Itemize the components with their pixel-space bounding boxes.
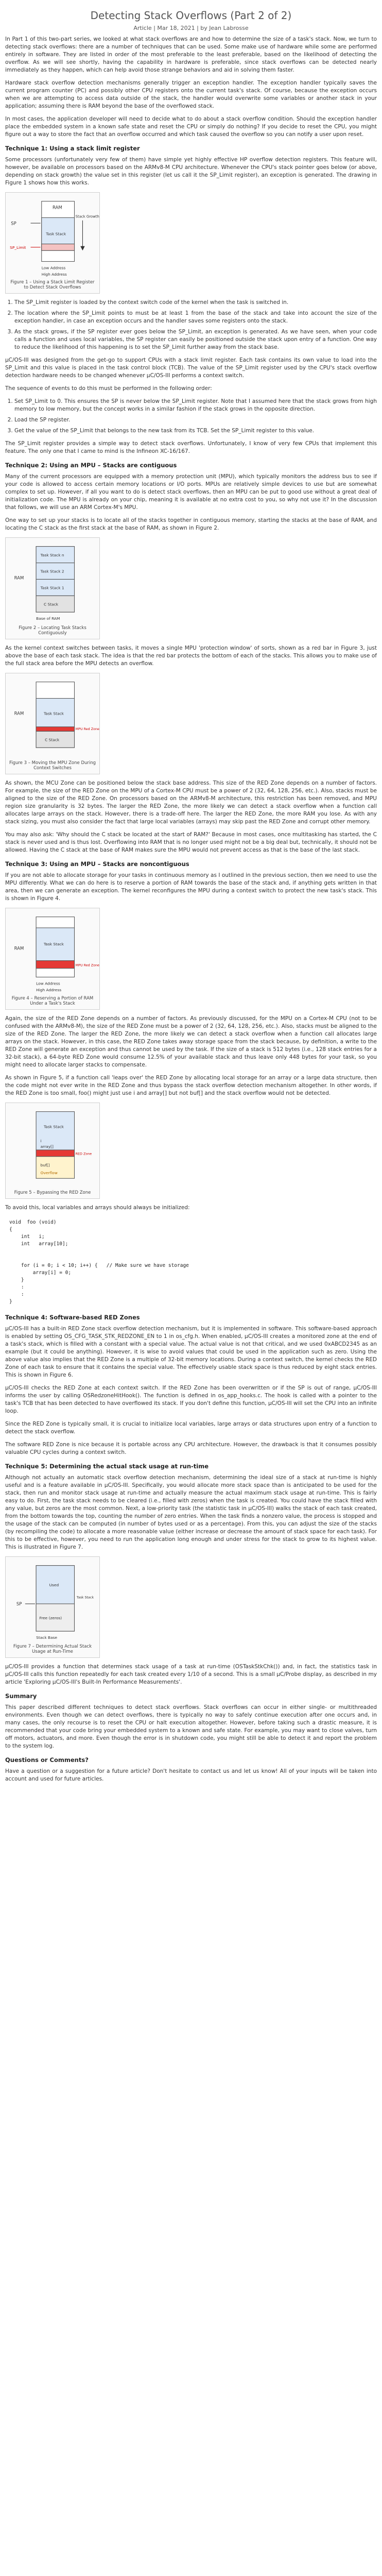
label-mpu-red-zone: MPU Red Zone xyxy=(75,726,99,731)
intro-paragraph-3: In most cases, the application developer will need to decide what to do about a stack overflow condition. Should the exception handler place the embedded system in a known safe state and reset the CPU or simply do nothing? If you decide to reset the CPU, you might figure out a way to store the fact that an overflow occurred and which task caused the overflow so you can notify a user upon reset. xyxy=(5,116,377,138)
figure-4-caption: Figure 4 – Reserving a Portion of RAM Under a Task's Stack xyxy=(11,995,94,1006)
technique-1-paragraph-d: The SP_Limit register provides a simple way to detect stack overflows. Unfortunately, I know of very few CPUs that implement this feature. The only one that I came to mind is the Infineon XC-16/167. xyxy=(5,440,377,455)
label-task-stack: Task Stack xyxy=(44,942,64,946)
technique-5-paragraph-b: µC/OS-III provides a function that determines stack usage of a task at run-time (OSTaskStkChk()) and, in fact, the statistics task in µC/OS-III calls this function repeatedly for each task created every 1/10 of a second. This is a small µC/Probe display, as described in my article 'Exploring µC/OS-III's Built-In Performance Measurements'. xyxy=(5,1664,377,1686)
intro-paragraph-2: Hardware stack overflow detection mechanisms generally trigger an exception handler. The exception handler typically saves the current program counter (PC) and possibly other CPU registers onto the current task's stack. Of course, because the exception occurs when we are attempting to access data outside of the stack, the handler would overwrite some variables or another stack in your application; assuming there is RAM beyond the base of the overflowed stack. xyxy=(5,80,377,109)
mpu-red-zone xyxy=(36,961,74,969)
heading-questions: Questions or Comments? xyxy=(5,1756,89,1764)
technique-4-paragraph-d: The software RED Zone is nice because it is portable across any CPU architecture. However, the drawback is that it consumes possibly valuable CPU cycles during a context switch. xyxy=(5,1441,377,1455)
technique-1-paragraph-a: Some processors (unfortunately very few of them) have simple yet highly effective HP overflow detection registers. This feature will, however, be available on processors based on the ARMv8-M CPU architecture. Whenever the CPU's stack pointer goes below (or above, depending on stack growth) the value set in this register (let us call it the SP_Limit register), an exception is generated. The drawing in Figure 1 shows how this works. xyxy=(5,157,377,186)
heading-technique-4: Technique 4: Software-based RED Zones xyxy=(5,1313,140,1321)
code-listing: void foo (void) { int i; int array[10]; for (i = 0; i < 10; i++) { // Make sure we have storage array[i] = 0; } : : } xyxy=(5,1217,377,1308)
label-used: Used xyxy=(49,1582,59,1587)
label-low-address: Low Address xyxy=(36,981,60,986)
label-stack-growth: Stack Growth xyxy=(75,214,99,219)
technique-1-list-a xyxy=(14,299,377,351)
technique-3-paragraph-b: Again, the size of the RED Zone depends on a number of factors. As previously discussed, for the MPU on a Cortex-M CPU (not to be confused with the ARMv8-M), the size of the RED Zone must be a power of 2 (32, 64, 128, 256, etc.). Also, stacks must be aligned to the size of the RED Zone. The larger the RED Zone, the more likely we can detect a stack overflow when a function call allocates large arrays on the stack. However, in this case, the RED Zone takes away storage space from the stack because, by definition, a write to the RED Zone will generate an exception and thus cannot be used by the task. If the size of a stack is 512 bytes (i.e., 128 stack entries for a 32-bit stack), a 64-byte RED Zone would consume 12.5% of your available stack and thus leave only 448 bytes for your task, so you might need to allocate larger stacks to compensate. xyxy=(5,1015,377,1068)
figure-2-diagram xyxy=(9,541,96,623)
technique-4-paragraph-b: µC/OS-III checks the RED Zone at each context switch. If the RED Zone has been overwritten or if the SP is out of range, µC/OS-III informs the user by calling OSRedzoneHitHook(). The function is defined in os_app_hooks.c. The hook is called with a pointer to the task's TCB that has been detected to have overflowed its stack. If you don't define this function, µC/OS-III will set the CPU into an infinite loop. xyxy=(5,1384,377,1414)
technique-1-paragraph-c: The sequence of events to do this must be performed in the following order: xyxy=(5,385,212,392)
technique-2-paragraph-e: You may also ask: 'Why should the C stack be located at the start of RAM?' Because in most cases, once multitasking has started, the C stack is never used and is thus lost. Overflowing into RAM that is no longer used might not be a big deal but, technically, it should not be allowed. Having the C stack at the base of RAM makes sure the MPU would not prevent access as that is the base of the last stack. xyxy=(5,832,377,854)
article-page xyxy=(5,0,377,1799)
limit-zone xyxy=(42,244,75,251)
summary-paragraph: This paper described different techniques to detect stack overflows. Stack overflows can occur in either single- or multithreaded environments. Even though we can detect overflows, there is typically no way to safely continue execution after one occurs and, in many cases, the only recourse is to reset the CPU or halt execution altogether. However, before taking such a drastic measure, it is recommended that your code bring your embedded system to a known and safe state. For example, you may want to close valves, turn off motors, actuators, and more. Even though the error is in shutdown code, you might still be able to detect it and report the problem to the system log. xyxy=(5,1704,377,1750)
technique-2-paragraph-a: Many of the current processors are equipped with a memory protection unit (MPU), which typically monitors the address bus to see if your code is allowed to access certain memory locations or I/O ports. MPUs are relatively simple devices to use but are somewhat complex to set up. However, if all you want to do is detect stack overflows, then an MPU can be put to good use without a great deal of initialization code. The MPU is already on your chip, meaning it is available at no extra cost to you, so why not use it? In the discussion that follows, we will use an ARM Cortex-M's MPU. xyxy=(5,473,377,511)
heading-technique-3: Technique 3: Using an MPU – Stacks are noncontiguous xyxy=(5,860,189,868)
figure-5-diagram xyxy=(9,1106,96,1188)
figure-7-diagram xyxy=(9,1560,96,1642)
label-task-stack-1: Task Stack 1 xyxy=(40,585,64,590)
label-buf: buf[] xyxy=(40,1162,50,1167)
heading-technique-5: Technique 5: Determining the actual stack usage at run-time xyxy=(5,1462,209,1470)
label-i: i xyxy=(40,1138,42,1143)
list-item: 3. As the stack grows, if the SP register ever goes below the SP_Limit, an exception is generated. As we have seen, when your code calls a function and uses local variables, the SP register can easily be positioned outside the stack upon entry of a function. One way to reduce the likelihood of this happening is to set the SP_Limit further away from the stack base. xyxy=(14,328,377,351)
label-ram: RAM xyxy=(14,711,24,717)
label-array: array[] xyxy=(40,1144,54,1149)
label-task-stack: Task Stack xyxy=(44,711,64,716)
label-high-address: High Address xyxy=(41,272,67,277)
figure-2 xyxy=(5,537,100,639)
figure-4 xyxy=(5,908,100,1009)
figure-7-caption: Figure 7 – Determining Actual Stack Usage at Run-Time xyxy=(13,1644,92,1655)
figure-7 xyxy=(5,1556,100,1658)
technique-5-paragraph-a: Although not actually an automatic stack overflow detection mechanism, determining the ideal size of a stack at run-time is highly useful and is a feature available in µC/OS-III. Specifically, you would allocate more stack space than is anticipated to be used for the stack, then run and monitor stack usage at run-time and actually measure the actual maximum stack usage at run-time. This is fairly easy to do. First, the task stack needs to be cleared (i.e., filled with zeros) when the task is created. You could have the stack filled with any value, but zeros are the most common. Next, a low-priority task (the statistic task in µC/OS-III) walks the stack of each task created, from the bottom towards the top, counting the number of zero entries. When the task finds a nonzero value, the process is stopped and the usage of the stack can be computed (in number of bytes used or as a percentage). From this, you can adjust the size of the stacks (by recompiling the code) to allocate a more reasonable value (either increase or decrease the amount of stack space for each task). For this to be effective, however, you need to run the application long enough and under stress for the stack to grow to its highest value. This is illustrated in Figure 7. xyxy=(5,1474,377,1550)
figure-5 xyxy=(5,1103,100,1199)
label-ram: RAM xyxy=(14,946,24,952)
mpu-red-zone xyxy=(36,727,74,732)
label-red-zone: RED Zone xyxy=(75,1151,92,1156)
label-base-of-ram: Base of RAM xyxy=(36,616,60,621)
label-free: Free (zeros) xyxy=(39,1615,62,1620)
label-low-address: Low Address xyxy=(41,265,66,270)
page-title: Detecting Stack Overflows (Part 2 of 2) xyxy=(90,9,292,22)
byline: Article | Mar 18, 2021 | by Jean Labrosse xyxy=(133,25,249,31)
heading-summary: Summary xyxy=(5,1692,37,1700)
heading-technique-1: Technique 1: Using a stack limit register xyxy=(5,145,140,152)
technique-3-paragraph-c: As shown in Figure 5, if a function call 'leaps over' the RED Zone by allocating local storage for an array or a large data structure, then the code might not ever write in the RED Zone and thus bypass the stack overflow detection mechanism altogether. In other words, if the RED Zone is too small, foo() might just use i and array[] but not buf[] and the stack overflow would not be detected. xyxy=(5,1074,377,1096)
figure-4-diagram xyxy=(9,911,99,993)
technique-4-paragraph-a: µC/OS-III has a built-in RED Zone stack overflow detection mechanism, but it is implemented in software. This software-based approach is enabled by setting OS_CFG_TASK_STK_REDZONE_EN to 1 in os_cfg.h. When enabled, µC/OS-III creates a monitored zone at the end of a task's stack, which is filled with a constant with a special value. The actual value is not that critical, and we used 0xABCD2345 as an example (but it could be anything). However, it is wise to avoid values that could be used in the application such as zero. Using the above value also implies that the RED Zone is a multiple of 32-bit memory locations. During a context switch, the kernel checks the RED Zone of each task to ensure that it contains the special value. The effectively usable stack space is thus reduced by eight stack entries. This is shown in Figure 6. xyxy=(5,1325,377,1378)
label-task-stack-n: Task Stack n xyxy=(40,553,64,558)
technique-2-paragraph-d: As shown, the MCU Zone can be positioned below the stack base address. This size of the RED Zone depends on a number of factors. For example, the size of the RED Zone on the MPU of a Cortex-M CPU must be a power of 2 (32, 64, 128, 256, etc.). Also, stacks must be aligned to the size of the RED Zone. On processors based on the ARMv8-M architecture, this restriction has been removed, and MPU region size granularity is 32 bytes. The larger the RED Zone, the more likely we can detect a stack overflow when a function call allocates large arrays on the stack. However, there is a trade-off here. The larger the RED Zone, the more RAM you lose. As with any stack sizing, you must also consider the fact that large local variables (arrays) may skip past the RED Zone and corrupt other memory. xyxy=(5,780,377,825)
label-task-stack-2: Task Stack 2 xyxy=(40,569,64,574)
figure-2-caption: Figure 2 – Locating Task Stacks Contiguously xyxy=(19,625,86,636)
growth-arrowhead xyxy=(80,246,85,251)
figure-5-caption: Figure 5 – Bypassing the RED Zone xyxy=(14,1190,91,1195)
label-overflow: Overflow xyxy=(40,1170,58,1175)
figure-3 xyxy=(5,673,100,774)
technique-1-list-b xyxy=(14,398,377,435)
figure-3-diagram xyxy=(9,676,99,758)
overflow-area xyxy=(36,1156,74,1178)
list-item: 1. The SP_Limit register is loaded by the context switch code of the kernel when the task is switched in. xyxy=(14,299,377,307)
technique-2-paragraph-b: One way to set up your stacks is to locate all of the stacks together in contiguous memory, starting the stacks at the base of RAM, and locating the C stack as the first stack at the base of RAM, as shown in Figure 2. xyxy=(5,517,377,532)
label-task-stack: Task Stack xyxy=(76,1595,94,1600)
figure-1-caption: Figure 1 – Using a Stack Limit Register to Detect Stack Overflows xyxy=(10,280,95,291)
list-item: 3. Get the value of the SP_Limit that belongs to the new task from its TCB. Set the SP_Limit register to this value. xyxy=(14,427,377,435)
label-high-address: High Address xyxy=(36,988,62,993)
label-sp-limit: SP_Limit xyxy=(10,245,26,250)
technique-3-paragraph-a: If you are not able to allocate storage for your tasks in continuous memory as I outlined in the previous section, then we need to use the MPU differently. What we can do here is to reserve a portion of RAM towards the base of the stack and, if anything gets written in that area, then we can generate an exception. The kernel reconfigures the MPU during a context switch to protect the new task's stack. This is shown in Figure 4. xyxy=(5,872,377,902)
list-item: 1. Set SP_Limit to 0. This ensures the SP is never below the SP_Limit register. Note that I assumed here that the stack grows from high memory to low memory, but the concept works in a similar fashion if the stack grows in the opposite direction. xyxy=(14,398,377,413)
red-zone-block xyxy=(36,1150,74,1157)
label-sp: SP xyxy=(11,221,16,227)
questions-paragraph: Have a question or a suggestion for a future article? Don't hesitate to contact us and let us know! All of your inputs will be taken into account and used for future articles. xyxy=(5,1768,377,1783)
figure-3-caption: Figure 3 – Moving the MPU Zone During Context Switches xyxy=(9,760,96,771)
label-stack-base: Stack Base xyxy=(36,1635,58,1640)
figure-1-diagram xyxy=(9,196,99,278)
technique-2-paragraph-c: As the kernel context switches between tasks, it moves a single MPU 'protection window' of sorts, shown as a red bar in Figure 3, just above the base of each task stack. The idea is that the red bar protects the bottom of each of the stacks. This allows you to make use of the full stack area before the MPU detects an overflow. xyxy=(5,645,377,667)
label-task-stack: Task Stack xyxy=(44,1124,64,1129)
label-c-stack: C Stack xyxy=(44,602,59,607)
label-ram: RAM xyxy=(14,575,24,581)
label-c-stack: C Stack xyxy=(45,737,60,742)
technique-1-paragraph-b: µC/OS-III was designed from the get-go to support CPUs with a stack limit register. Each task contains its own value to load into the SP_Limit and this value is placed in the task control block (TCB). The value of the SP_Limit register used by the CPU's stack overflow detection hardware needs to be changed whenever µC/OS-III performs a context switch. xyxy=(5,357,377,379)
heading-technique-2: Technique 2: Using an MPU – Stacks are contiguous xyxy=(5,462,177,469)
list-item: 2. Load the SP register. xyxy=(14,416,377,424)
label-sp: SP xyxy=(16,1602,22,1607)
label-ram: RAM xyxy=(53,205,62,211)
technique-4-paragraph-c: Since the RED Zone is typically small, it is crucial to initialize local variables, large arrays or data structures upon entry of a function to detect the stack overflow. xyxy=(5,1420,377,1435)
figure-1 xyxy=(5,192,100,294)
technique-3-paragraph-d: To avoid this, local variables and arrays should always be initialized: xyxy=(5,1204,190,1211)
intro-paragraph-1: In Part 1 of this two-part series, we looked at what stack overflows are and how to determine the size of a task's stack. Now, we turn to detecting stack overflows: there are a number of techniques that can be used. Some make use of hardware while some are performed entirely in software. They are listed in order of the most preferable to the least preferable, based on the likelihood of detecting the overflow. As we will see shortly, having the capability in hardware is preferable, since stack overflows can be detected nearly immediately as they happen, which can help avoid those strange behaviors and aid in solving them faster. xyxy=(5,36,377,73)
label-task-stack: Task Stack xyxy=(46,231,66,236)
label-mpu-red-zone: MPU Red Zone xyxy=(75,963,99,968)
list-item: 2. The location where the SP_Limit points to must be at least 1 from the base of the stack and take into account the size of the exception handler, in case an exception occurs and the handler saves some registers onto the stack. xyxy=(14,310,377,325)
